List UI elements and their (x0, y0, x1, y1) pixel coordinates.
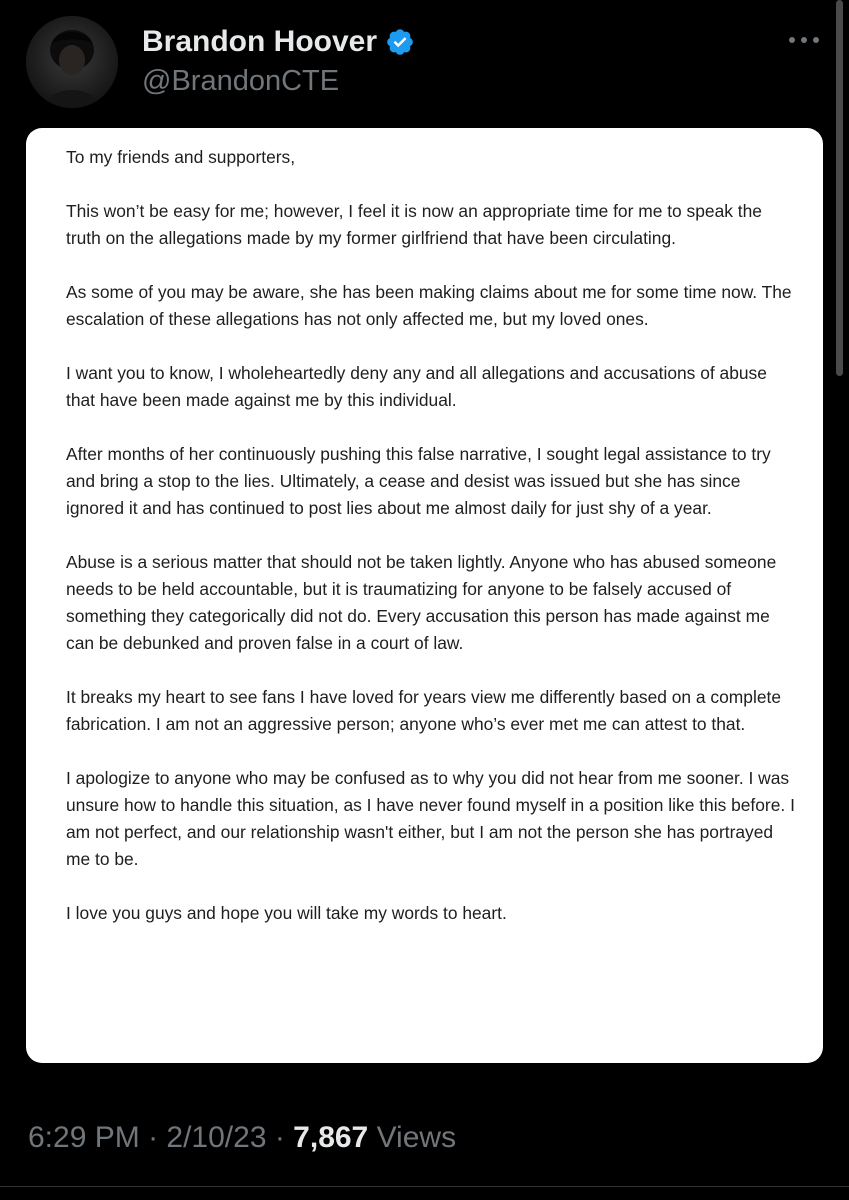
author-name[interactable]: Brandon Hoover (142, 25, 378, 58)
letter-paragraph-greeting: To my friends and supporters, (66, 147, 296, 167)
meta-separator: · (266, 1121, 294, 1154)
avatar-image (26, 16, 118, 108)
tweet-date[interactable]: 2/10/23 (166, 1121, 267, 1154)
views-label: Views (376, 1121, 457, 1154)
divider (0, 1186, 849, 1187)
verified-badge-icon (385, 27, 415, 57)
attached-image-letter[interactable] (26, 128, 823, 1063)
scrollbar-thumb[interactable] (836, 0, 843, 376)
letter-paragraph: As some of you may be aware, she has been making claims about me for some time now. The escalation of these allegations has not only affected me, but my loved ones. (66, 282, 792, 329)
tweet-meta (28, 1118, 456, 1158)
tweet-header (0, 0, 849, 128)
author-handle[interactable]: @BrandonCTE (142, 65, 340, 97)
letter-paragraph: I want you to know, I wholeheartedly deny any and all allegations and accusations of abuse that have been made against me by this individual. (66, 363, 767, 410)
more-icon[interactable] (786, 30, 822, 50)
meta-separator: · (139, 1121, 167, 1154)
tweet-time[interactable]: 6:29 PM (28, 1121, 140, 1154)
letter-paragraph: I apologize to anyone who may be confused as to why you did not hear from me sooner. I was unsure how to handle this situation, as I have never found myself in a position like this before. I am not perfect, and our relationship wasn't either, but I am not the person she has portrayed me to be. (66, 768, 795, 869)
letter-paragraph: It breaks my heart to see fans I have loved for years view me differently based on a complete fabrication. I am not an aggressive person; anyone who’s ever met me can attest to that. (66, 687, 781, 734)
letter-paragraph: After months of her continuously pushing this false narrative, I sought legal assistance to try and bring a stop to the lies. Ultimately, a cease and desist was issued but she has since ignored it and has continued to post lies about me almost daily for just shy of a year. (66, 444, 771, 518)
author-name-row (142, 24, 415, 60)
views-count[interactable]: 7,867 (293, 1121, 369, 1154)
letter-text (66, 144, 796, 927)
avatar[interactable] (26, 16, 118, 108)
letter-paragraph: Abuse is a serious matter that should not be taken lightly. Anyone who has abused someone needs to be held accountable, but it is traumatizing for anyone to be falsely accused of something they categorically did not do. Every accusation this person has made against me can be debunked and proven false in a court of law. (66, 552, 777, 653)
letter-paragraph-closing: I love you guys and hope you will take my words to heart. (66, 903, 507, 923)
letter-paragraph: This won’t be easy for me; however, I feel it is now an appropriate time for me to speak the truth on the allegations made by my former girlfriend that have been circulating. (66, 201, 762, 248)
